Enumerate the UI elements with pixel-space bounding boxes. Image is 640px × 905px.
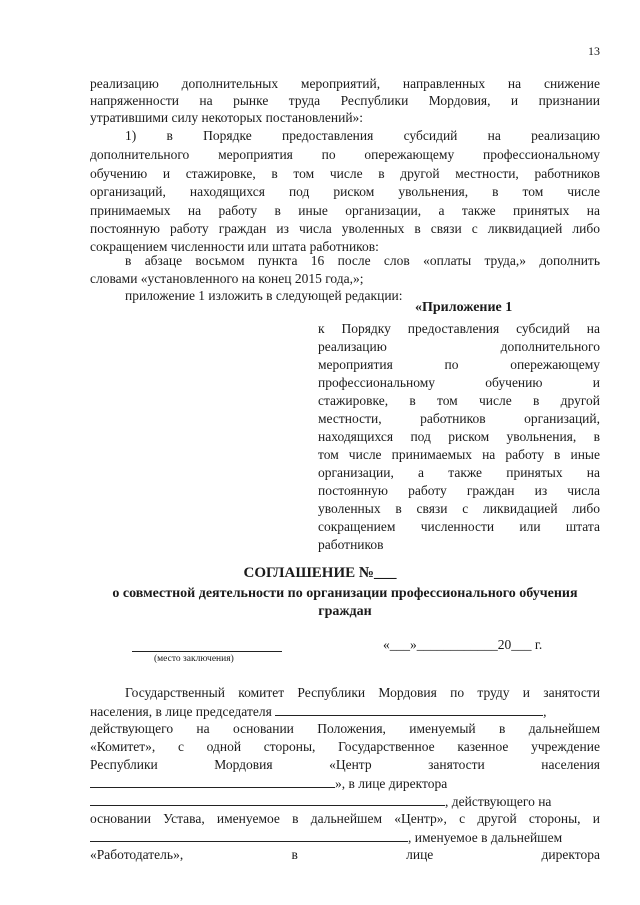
agreement-subtitle-1: о совместной деятельности по организации профессионального обучения: [112, 586, 578, 601]
appendix-line: мероприятия по опережающему: [318, 357, 600, 372]
place-field: [132, 651, 282, 652]
intro-line-1: реализацию дополнительных мероприятий, направленных на снижение: [90, 76, 600, 91]
body-line-4: «Комитет», с одной стороны, Государственное казенное учреждение: [90, 739, 600, 754]
body-line-3: действующего на основании Положения, именуемый в дальнейшем: [90, 721, 600, 736]
p8-line-1: в абзаце восьмом пункта 16 после слов «оплаты труда,» дополнить: [125, 253, 600, 268]
body-line-2-suffix: ,: [543, 704, 547, 719]
agreement-subtitle-2: граждан: [318, 604, 372, 619]
body-line-10: «Работодатель», в лице директора: [90, 847, 600, 862]
p8-line-2: словами «установленного на конец 2015 года,»;: [90, 271, 364, 286]
body-line-2: [90, 703, 600, 721]
appendix-line: профессиональному обучению и: [318, 375, 600, 390]
body-line-1: Государственный комитет Республики Мордовия по труду и занятости: [125, 685, 600, 700]
appendix-line: находящихся под риском увольнения, в: [318, 429, 600, 444]
body-line-8: основании Устава, именуемое в дальнейшем «Центр», с другой стороны, и: [90, 811, 600, 826]
appendix-line: стажировке, в том числе в другой: [318, 393, 600, 408]
item1-line-7: сокращением численности или штата работников:: [90, 239, 379, 254]
item1-line-3: обучению и стажировке, в том числе в другой местности, работников: [90, 166, 600, 181]
appendix-line: уволенных в связи с ликвидацией либо: [318, 501, 600, 516]
body-line-6: [90, 775, 600, 793]
body-line-6-suffix: », в лице директора: [335, 776, 448, 791]
page-number: 13: [588, 44, 600, 58]
place-caption: (место заключения): [154, 654, 234, 664]
appendix-line: местности, работников организаций,: [318, 411, 600, 426]
agreement-title: СОГЛАШЕНИЕ №___: [243, 565, 397, 581]
appendix-intro: приложение 1 изложить в следующей редакции:: [125, 288, 403, 303]
appendix-line: работников: [318, 537, 384, 552]
body-line-5: Республики Мордовия «Центр занятости населения: [90, 757, 600, 772]
appendix-line: том числе принимаемых на работу в иные: [318, 447, 600, 462]
body-line-9: [90, 829, 600, 847]
body-line-9-suffix: , именуемое в дальнейшем: [408, 830, 563, 845]
intro-line-2: напряженности на рынке труда Республики Мордовия, и признании: [90, 93, 600, 108]
item1-line-1: 1) в Порядке предоставления субсидий на реализацию: [125, 128, 600, 143]
appendix-line: постоянную работу граждан из числа: [318, 483, 600, 498]
appendix-line: к Порядку предоставления субсидий на: [318, 321, 600, 336]
item1-line-4: организаций, находящихся под риском увольнения, в том числе: [90, 184, 600, 199]
appendix-line: сокращением численности или штата: [318, 519, 600, 534]
body-line-7: [90, 793, 600, 811]
center-name-blank: [90, 775, 335, 788]
director-blank: [90, 793, 445, 806]
appendix-line: реализацию дополнительного: [318, 339, 600, 354]
employer-blank: [90, 829, 408, 842]
chairman-blank: [275, 703, 543, 716]
body-line-2-prefix: населения, в лице председателя: [90, 704, 272, 719]
body-line-7-suffix: , действующего на: [445, 794, 552, 809]
item1-line-2: дополнительного мероприятия по опережающему профессиональному: [90, 147, 600, 162]
item1-line-5: принимаемых на работу в иные организации, а также принятых на: [90, 203, 600, 218]
item1-line-6: постоянную работу граждан из числа уволенных в связи с ликвидацией либо: [90, 221, 600, 236]
appendix-heading: «Приложение 1: [415, 300, 513, 315]
appendix-line: организации, а также принятых на: [318, 465, 600, 480]
date-line: «___»____________20___ г.: [383, 637, 543, 652]
intro-line-3: утратившими силу некоторых постановлений»:: [90, 110, 364, 125]
